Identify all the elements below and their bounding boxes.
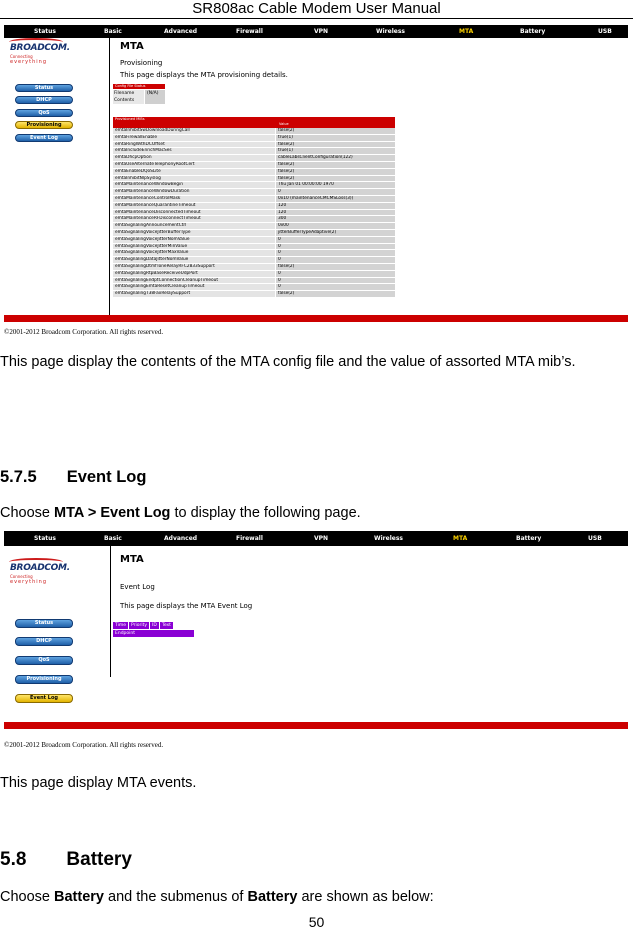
sidebar-divider — [110, 546, 111, 677]
mib-column-header: Value — [113, 122, 395, 128]
logo-swoosh-icon — [9, 558, 63, 566]
table-row: emtaMaintenanceDisconnectedTimeout 120 — [113, 210, 395, 217]
event-log-table-header — [113, 622, 174, 629]
event-log-row: Endpoint — [113, 630, 194, 637]
nav-item-vpn[interactable]: VPN — [314, 535, 329, 542]
table-row: emtaSignalingEndptConnectionCleanupTimeout 0 — [113, 278, 395, 285]
nav-item-firewall[interactable]: Firewall — [236, 28, 263, 35]
nav-item-advanced[interactable]: Advanced — [164, 28, 198, 35]
sidebar-item-qos[interactable]: QoS — [15, 656, 73, 665]
nav-item-battery[interactable]: Battery — [516, 535, 542, 542]
nav-item-status[interactable]: Status — [34, 28, 56, 35]
paragraph-choose-battery: Choose Battery and the submenus of Battery are shown as below: — [0, 889, 434, 905]
paragraph-mta-config: This page display the contents of the MTA config file and the value of assorted MTA mib’s. — [0, 354, 576, 370]
table-row: emtaIncludeEnrichMacSes true(1) — [113, 148, 395, 155]
sidebar-item-dhcp[interactable]: DHCP — [15, 96, 73, 104]
table-row: emtaEnableDQoSLite false(2) — [113, 169, 395, 176]
table-row: emtaSignalingVoiceJitterNomValue 0 — [113, 237, 395, 244]
top-nav-bar — [4, 531, 628, 546]
page-title: MTA — [120, 41, 144, 52]
header-rule — [0, 18, 633, 19]
table-row: emtaMaintenanceControlMask 0x10 (maintenanceCMCMSLoss(3)) — [113, 196, 395, 203]
sidebar-item-status[interactable]: Status — [15, 84, 73, 92]
nav-item-firewall[interactable]: Firewall — [236, 535, 263, 542]
table-row: emtaSignalingAnnouncementCtrl 0x00 — [113, 223, 395, 230]
sidebar-item-status[interactable]: Status — [15, 619, 73, 628]
provisioned-mibs-header: Provisioned MIBs — [113, 117, 395, 122]
nav-item-usb[interactable]: USB — [598, 28, 612, 35]
sidebar-item-event-log[interactable]: Event Log — [15, 694, 73, 703]
mta-provisioning-screenshot — [4, 25, 628, 325]
table-row: emtaSignalingDtmfToneRelayRFC2833Support false(2) — [113, 264, 395, 271]
nav-item-battery[interactable]: Battery — [520, 28, 546, 35]
nav-item-basic[interactable]: Basic — [104, 28, 122, 35]
table-row: emtaSignalingVoiceJitterBufferType jitterBufferTypeAdaptive(2) — [113, 230, 395, 237]
copyright-text: ©2001-2012 Broadcom Corporation. All rights reserved. — [4, 328, 164, 336]
table-row: emtaRingWithDCOffset false(2) — [113, 142, 395, 149]
column-priority: Priority — [129, 622, 150, 629]
table-row: emtaMaintenanceQuarantineTimeout 120 — [113, 203, 395, 210]
config-file-table — [113, 90, 165, 104]
broadcom-logo: BROADCOM. Connecting everything — [10, 563, 70, 585]
top-nav-bar — [4, 25, 628, 38]
section-heading-5-7-5: 5.7.5 Event Log — [0, 468, 147, 486]
nav-item-wireless[interactable]: Wireless — [376, 28, 405, 35]
document-header: SR808ac Cable Modem User Manual — [192, 0, 441, 17]
nav-item-usb[interactable]: USB — [588, 535, 602, 542]
table-row: Filename (N/A) — [113, 90, 165, 97]
table-row: emtaDhcpOption cableLabsClientConfiguration(122) — [113, 155, 395, 162]
page-description: This page displays the MTA Event Log — [120, 602, 253, 610]
page-subtitle: Provisioning — [120, 59, 163, 67]
mib-table — [113, 128, 395, 298]
table-row: emtaFirewallEnable true(1) — [113, 135, 395, 142]
page-number: 50 — [308, 914, 325, 930]
column-text: Text — [160, 622, 174, 629]
page-description: This page displays the MTA provisioning details. — [120, 71, 288, 79]
table-row: Contents — [113, 97, 165, 104]
nav-item-advanced[interactable]: Advanced — [164, 535, 198, 542]
copyright-text: ©2001-2012 Broadcom Corporation. All rights reserved. — [4, 741, 164, 749]
nav-item-vpn[interactable]: VPN — [314, 28, 329, 35]
nav-item-wireless[interactable]: Wireless — [374, 535, 403, 542]
table-row: emtaUseAlternateTelephonyRootCert false(2) — [113, 162, 395, 169]
sidebar-item-dhcp[interactable]: DHCP — [15, 637, 73, 646]
sidebar-item-event-log[interactable]: Event Log — [15, 134, 73, 142]
table-row: emtaSignalingDataJitterNomValue 0 — [113, 257, 395, 264]
table-row: emtaSignalingVoiceJitterMaxValue 0 — [113, 250, 395, 257]
table-row: emtaInhibitNlpSyslog false(2) — [113, 176, 395, 183]
footer-bar — [4, 315, 628, 322]
table-row: emtaInhibitSwDownloadDuringCall false(2) — [113, 128, 395, 135]
section-heading-5-8: 5.8 Battery — [0, 849, 132, 870]
sidebar-item-provisioning[interactable]: Provisioning — [15, 121, 73, 129]
table-row: emtaSignalingVoiceJitterMinValue 0 — [113, 244, 395, 251]
sidebar-item-qos[interactable]: QoS — [15, 109, 73, 117]
table-row: emtaSignalingT38FaxRelaySupport false(2) — [113, 291, 395, 298]
nav-item-mta[interactable]: MTA — [459, 28, 474, 35]
table-row: emtaMaintenanceWindowBegin Thu Jan 01 00:00:00 1970 — [113, 182, 395, 189]
nav-item-basic[interactable]: Basic — [104, 535, 122, 542]
sidebar-item-provisioning[interactable]: Provisioning — [15, 675, 73, 684]
nav-item-status[interactable]: Status — [34, 535, 56, 542]
page-subtitle: Event Log — [120, 583, 155, 591]
broadcom-logo: BROADCOM. Connecting everything — [10, 43, 70, 65]
paragraph-choose-event-log: Choose MTA > Event Log to display the following page. — [0, 505, 361, 521]
table-row: emtaSignalingEmtaResetCleanupTimeout 0 — [113, 284, 395, 291]
table-row: emtaMaintenanceRFDisconnectTimeout 300 — [113, 216, 395, 223]
config-file-header: Config File Status — [113, 84, 165, 89]
nav-item-mta[interactable]: MTA — [453, 535, 468, 542]
paragraph-mta-events: This page display MTA events. — [0, 775, 197, 791]
table-row: emtaMaintenanceWindowDuration 0 — [113, 189, 395, 196]
column-id: ID — [150, 622, 160, 629]
sidebar-divider — [109, 38, 110, 315]
table-row: emtaSignalingRtpBaseReceiveUdpPort 0 — [113, 271, 395, 278]
column-time: Time — [113, 622, 129, 629]
mta-event-log-screenshot — [4, 531, 628, 755]
logo-swoosh-icon — [9, 38, 63, 46]
footer-bar — [4, 722, 628, 729]
page-title: MTA — [120, 554, 144, 565]
